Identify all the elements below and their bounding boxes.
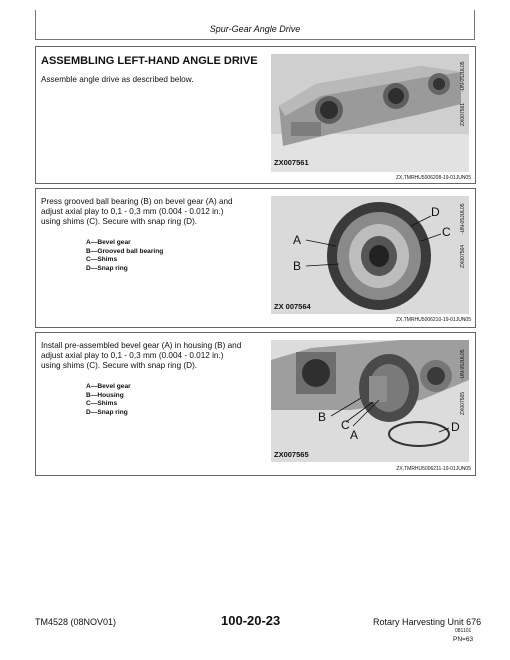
legend-item: D—Snap ring xyxy=(86,408,128,416)
footer-pn: PN=63 xyxy=(453,636,474,643)
callout-d: D xyxy=(431,205,440,219)
footer-manual-id: TM4528 (08NOV01) xyxy=(35,617,117,627)
header-left-rule xyxy=(35,10,36,40)
photo-code: ZX 007564 xyxy=(274,302,311,311)
footer-small-code: 081101 xyxy=(455,628,472,634)
legend-item: C—Shims xyxy=(86,400,118,408)
footer-page-number: 100-20-23 xyxy=(221,613,281,628)
angle-drive-illustration xyxy=(271,54,469,172)
reference-code: ZX,TMRHU5006208-19-01JUN05 xyxy=(395,175,471,181)
legend-item: B—Housing xyxy=(86,391,124,399)
photo-code: ZX007565 xyxy=(274,450,309,459)
section-bearing xyxy=(35,188,476,328)
callout-b: B xyxy=(318,410,327,424)
section-housing xyxy=(35,332,476,476)
section-text: Assemble angle drive as described below. xyxy=(41,75,194,84)
legend-item: D—Snap ring xyxy=(86,264,128,272)
section-title: ASSEMBLING LEFT-HAND ANGLE DRIVE xyxy=(41,55,258,67)
photo-vertical-id: ZX007565 xyxy=(460,391,466,415)
section-assembling xyxy=(35,46,476,184)
photo-code: ZX007561 xyxy=(274,158,309,167)
legend-item: B—Grooved ball bearing xyxy=(86,247,164,255)
callout-b: B xyxy=(293,259,302,273)
instruction-text xyxy=(41,341,241,372)
instruction-line-2: adjust axial play to 0,1 - 0,3 mm (0.004 - 0.012 in.) xyxy=(41,351,224,361)
reference-code: ZX,TMRHU5006211-19-01JUN05 xyxy=(396,466,471,472)
photo-vertical-id: ZX007561 xyxy=(460,102,466,126)
legend xyxy=(86,383,131,417)
legend-item: C—Shims xyxy=(86,256,118,264)
instruction-line-2: adjust axial play to 0,1 - 0,3 mm (0.004 - 0.012 in.) xyxy=(41,207,224,217)
instruction-text xyxy=(41,197,233,228)
callout-a: A xyxy=(293,233,302,247)
reference-code: ZX,TMRHU5006210-19-01JUN05 xyxy=(395,317,471,323)
header-bottom-rule xyxy=(35,39,475,40)
callout-c: C xyxy=(442,225,451,239)
header-title: Spur-Gear Angle Drive xyxy=(209,24,301,34)
instruction-line-3: using shims (C). Secure with snap ring (D). xyxy=(41,361,198,371)
bearing-photo xyxy=(271,196,469,314)
legend-item: A—Bevel gear xyxy=(86,383,131,390)
footer-title xyxy=(373,617,481,627)
housing-photo xyxy=(271,340,469,462)
header-right-rule xyxy=(474,10,475,40)
footer-unit: Rotary Harvesting Unit xyxy=(373,617,464,627)
housing-illustration xyxy=(271,340,469,462)
angle-drive-photo xyxy=(271,54,469,172)
footer-page: 676 xyxy=(466,617,482,627)
instruction-line-1: Install pre-assembled bevel gear (A) in housing (B) and xyxy=(41,341,242,350)
photo-vertical-date: -UN-05JUL05 xyxy=(460,349,466,380)
photo-vertical-date: -UN-05JUL05 xyxy=(460,203,466,234)
photo-vertical-date: -UN-05JUL05 xyxy=(460,61,466,92)
photo-vertical-id: ZX007564 xyxy=(460,244,466,268)
callout-c: C xyxy=(341,418,350,432)
callout-d: D xyxy=(451,420,460,434)
instruction-line-1: Press grooved ball bearing (B) on bevel gear (A) and xyxy=(41,197,233,206)
instruction-line-3: using shims (C). Secure with snap ring (D). xyxy=(41,217,198,227)
legend xyxy=(86,239,163,273)
legend-item: A—Bevel gear xyxy=(86,239,131,246)
callout-a: A xyxy=(350,428,359,442)
